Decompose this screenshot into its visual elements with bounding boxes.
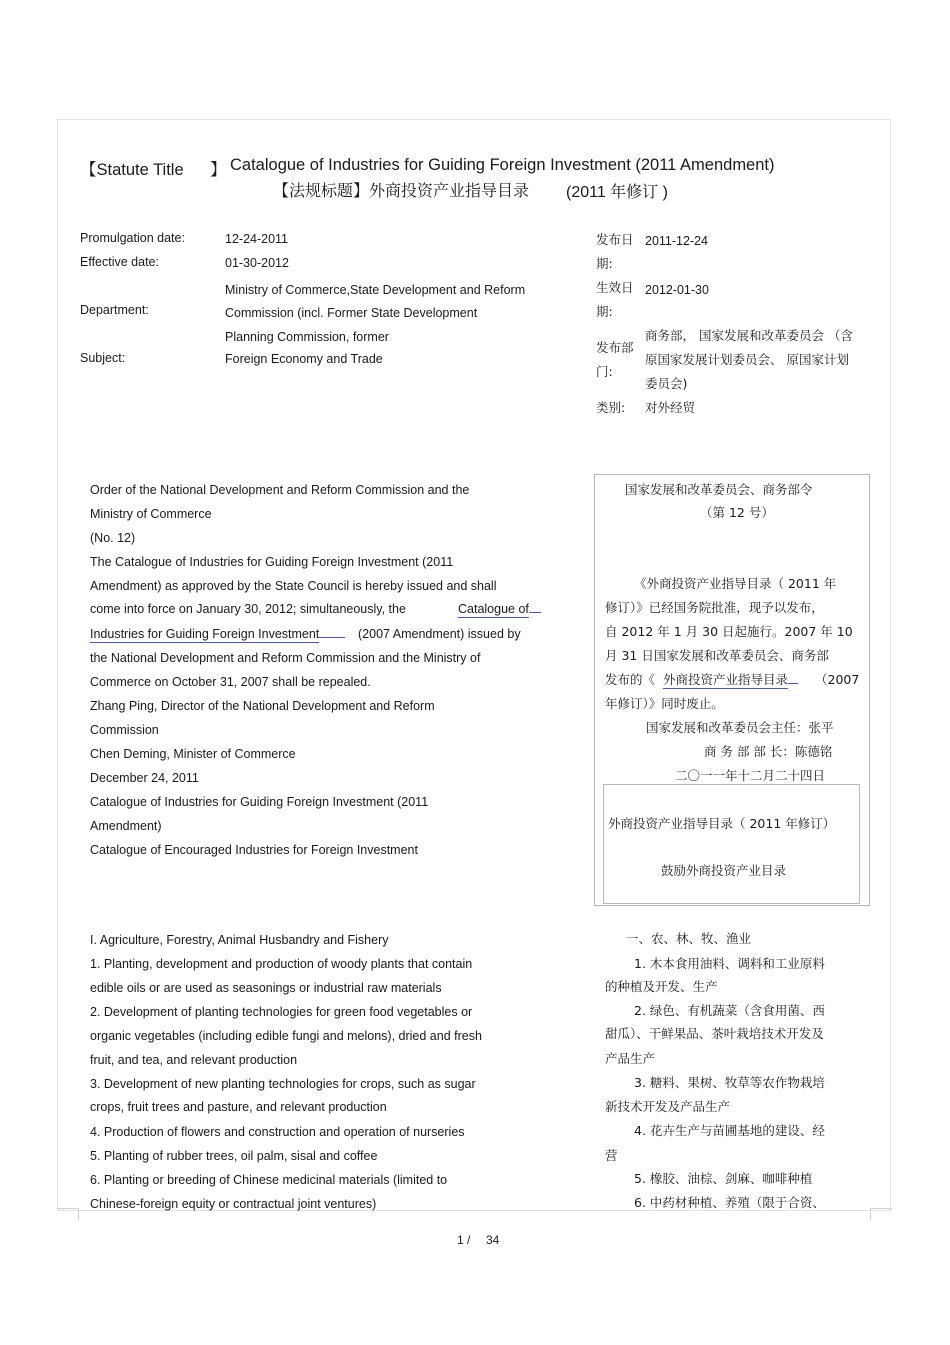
section-item-en: edible oils or are used as seasonings or industrial raw materials: [90, 981, 442, 995]
statute-title-zh: 【法规标题】外商投资产业指导目录: [273, 183, 530, 200]
order-en-line: (2007 Amendment) issued by: [358, 627, 521, 641]
section-item-en: 3. Development of new planting technologies for crops, such as sugar: [90, 1077, 476, 1091]
order-en-line: Amendment) as approved by the State Council is hereby issued and shall: [90, 579, 497, 593]
section-item-zh: 6. 中药材种植、养殖（限于合资、: [634, 1195, 825, 1210]
link-underline-tail: [788, 682, 798, 684]
effective-value: 01-30-2012: [225, 256, 289, 270]
zh-department-value-line: 原国家发展计划委员会、 原国家计划: [645, 352, 849, 367]
section-item-zh: 甜瓜）、干鲜果品、茶叶栽培技术开发及: [605, 1026, 824, 1041]
section-item-zh: 3. 糖料、果树、牧草等农作物栽培: [634, 1075, 825, 1090]
promulgation-label: Promulgation date:: [80, 231, 185, 245]
section-item-en: Chinese-foreign equity or contractual joint ventures): [90, 1197, 377, 1211]
order-en-line: Commission: [90, 723, 159, 737]
zh-catalogue-box: [603, 784, 860, 904]
catalogue-link-text[interactable]: Catalogue of: [458, 602, 529, 616]
order-zh-line: 商 务 部 部 长：陈德铭: [704, 744, 833, 759]
department-value-line: Ministry of Commerce,State Development and Reform: [225, 283, 526, 297]
order-en-line: Chen Deming, Minister of Commerce: [90, 747, 296, 761]
order-zh-line: （2007: [815, 672, 860, 687]
order-en-line: (No. 12): [90, 531, 136, 545]
order-en-line: the National Development and Reform Commission and the Ministry of: [90, 651, 481, 665]
link-underline-tail: [319, 636, 345, 638]
zh-promulgation-value: 2011-12-24: [645, 234, 709, 248]
section-item-zh: 1. 木本食用油料、调料和工业原料: [634, 956, 825, 971]
department-value-line: Planning Commission, former: [225, 330, 389, 344]
statute-title-bracket: 】: [210, 161, 227, 179]
order-zh-line: 国家发展和改革委员会主任：张平: [646, 720, 834, 735]
order-zh-line: 二〇一一年十二月二十四日: [675, 768, 826, 783]
order-zh-line: 月 31 日国家发展和改革委员会、商务部: [605, 648, 829, 663]
section-item-en: 2. Development of planting technologies for green food vegetables or: [90, 1005, 473, 1019]
catalogue-link[interactable]: [458, 597, 541, 621]
section-item-zh: 新技术开发及产品生产: [605, 1099, 731, 1114]
section-item-zh: 营: [605, 1148, 618, 1163]
zh-effective-label: 期:: [596, 304, 613, 319]
zh-catalogue-link[interactable]: [663, 670, 798, 688]
statute-title-en: Catalogue of Industries for Guiding Foreign Investment (2011 Amendment): [230, 156, 775, 174]
zh-department-label: 门:: [596, 364, 613, 379]
section-item-en: 1. Planting, development and production of woody plants that contain: [90, 957, 473, 971]
effective-label: Effective date:: [80, 255, 159, 269]
section-item-en: 6. Planting or breeding of Chinese medicinal materials (limited to: [90, 1173, 448, 1187]
section-item-zh: 4. 花卉生产与苗圃基地的建设、经: [634, 1123, 825, 1138]
order-zh-line: 鼓励外商投资产业目录: [661, 863, 787, 878]
page-number-current: 1 /: [457, 1233, 471, 1247]
order-en-line: Order of the National Development and Reform Commission and the: [90, 483, 470, 497]
order-zh-line: 外商投资产业指导目录（ 2011 年修订）: [608, 816, 836, 831]
zh-catalogue-link-text[interactable]: 外商投资产业指导目录: [663, 672, 789, 687]
order-en-line: Zhang Ping, Director of the National Development and Reform: [90, 699, 435, 713]
zh-department-value-line: 委员会): [645, 376, 688, 391]
zh-subject-value: 对外经贸: [645, 400, 696, 415]
section-item-zh: 的种植及开发、生产: [605, 979, 718, 994]
catalogue-link-continued[interactable]: [90, 622, 345, 646]
order-en-line: The Catalogue of Industries for Guiding Foreign Investment (2011: [90, 555, 454, 569]
order-en-line: Amendment): [90, 819, 162, 833]
zh-department-label: 发布部: [596, 340, 634, 355]
order-zh-line: 年修订）》同时废止。: [605, 696, 724, 711]
promulgation-value: 12-24-2011: [225, 232, 289, 246]
corner-mark: [57, 1208, 79, 1219]
statute-title-label: 【Statute Title: [80, 161, 184, 179]
zh-effective-value: 2012-01-30: [645, 283, 709, 297]
order-zh-line: 《外商投资产业指导目录（ 2011 年: [634, 576, 837, 591]
order-en-line: Catalogue of Encouraged Industries for Foreign Investment: [90, 843, 418, 857]
section-item-zh: 产品生产: [605, 1051, 656, 1066]
corner-mark: [78, 1208, 79, 1220]
order-en-line: come into force on January 30, 2012; simultaneously, the: [90, 602, 406, 616]
order-en-line: Ministry of Commerce: [90, 507, 212, 521]
link-underline-tail: [529, 611, 541, 613]
zh-effective-label: 生效日: [596, 280, 634, 295]
section-item-en: organic vegetables (including edible fungi and melons), dried and fresh: [90, 1029, 482, 1043]
order-en-line: Catalogue of Industries for Guiding Foreign Investment (2011: [90, 795, 429, 809]
catalogue-link-text[interactable]: Industries for Guiding Foreign Investment: [90, 627, 320, 641]
corner-mark: [870, 1208, 871, 1220]
section-item-en: crops, fruit trees and pasture, and relevant production: [90, 1100, 387, 1114]
section-heading-zh: 一、农、林、牧、渔业: [626, 931, 752, 946]
zh-promulgation-label: 发布日: [596, 232, 634, 247]
section-item-en: 4. Production of flowers and construction and operation of nurseries: [90, 1125, 465, 1139]
order-en-line: December 24, 2011: [90, 771, 199, 785]
section-item-zh: 2. 绿色、有机蔬菜（含食用菌、西: [634, 1003, 825, 1018]
zh-subject-label: 类别:: [596, 400, 626, 415]
corner-mark: [870, 1208, 892, 1219]
order-zh-line: 修订）》已经国务院批准，现予以发布，: [605, 600, 824, 615]
order-zh-line: 国家发展和改革委员会、商务部令: [625, 482, 813, 497]
subject-value: Foreign Economy and Trade: [225, 352, 383, 366]
department-value-line: Commission (incl. Former State Development: [225, 306, 478, 320]
order-en-line: Commerce on October 31, 2007 shall be repealed.: [90, 675, 371, 689]
zh-department-value-line: 商务部， 国家发展和改革委员会 （含: [645, 328, 853, 343]
order-zh-line: 自 2012 年 1 月 30 日起施行。2007 年 10: [605, 624, 853, 639]
statute-title-zh-year: (2011 年修订 ): [566, 184, 668, 201]
order-zh-line: 发布的《: [605, 672, 656, 687]
zh-promulgation-label: 期:: [596, 256, 613, 271]
section-item-en: 5. Planting of rubber trees, oil palm, sisal and coffee: [90, 1149, 378, 1163]
section-item-en: fruit, and tea, and relevant production: [90, 1053, 298, 1067]
section-heading-en: I. Agriculture, Forestry, Animal Husbandry and Fishery: [90, 933, 389, 947]
department-label: Department:: [80, 303, 149, 317]
page-number-total: 34: [486, 1233, 500, 1247]
order-zh-line: （第 12 号）: [700, 505, 774, 520]
subject-label: Subject:: [80, 351, 126, 365]
section-item-zh: 5. 橡胶、油棕、剑麻、咖啡种植: [634, 1171, 813, 1186]
